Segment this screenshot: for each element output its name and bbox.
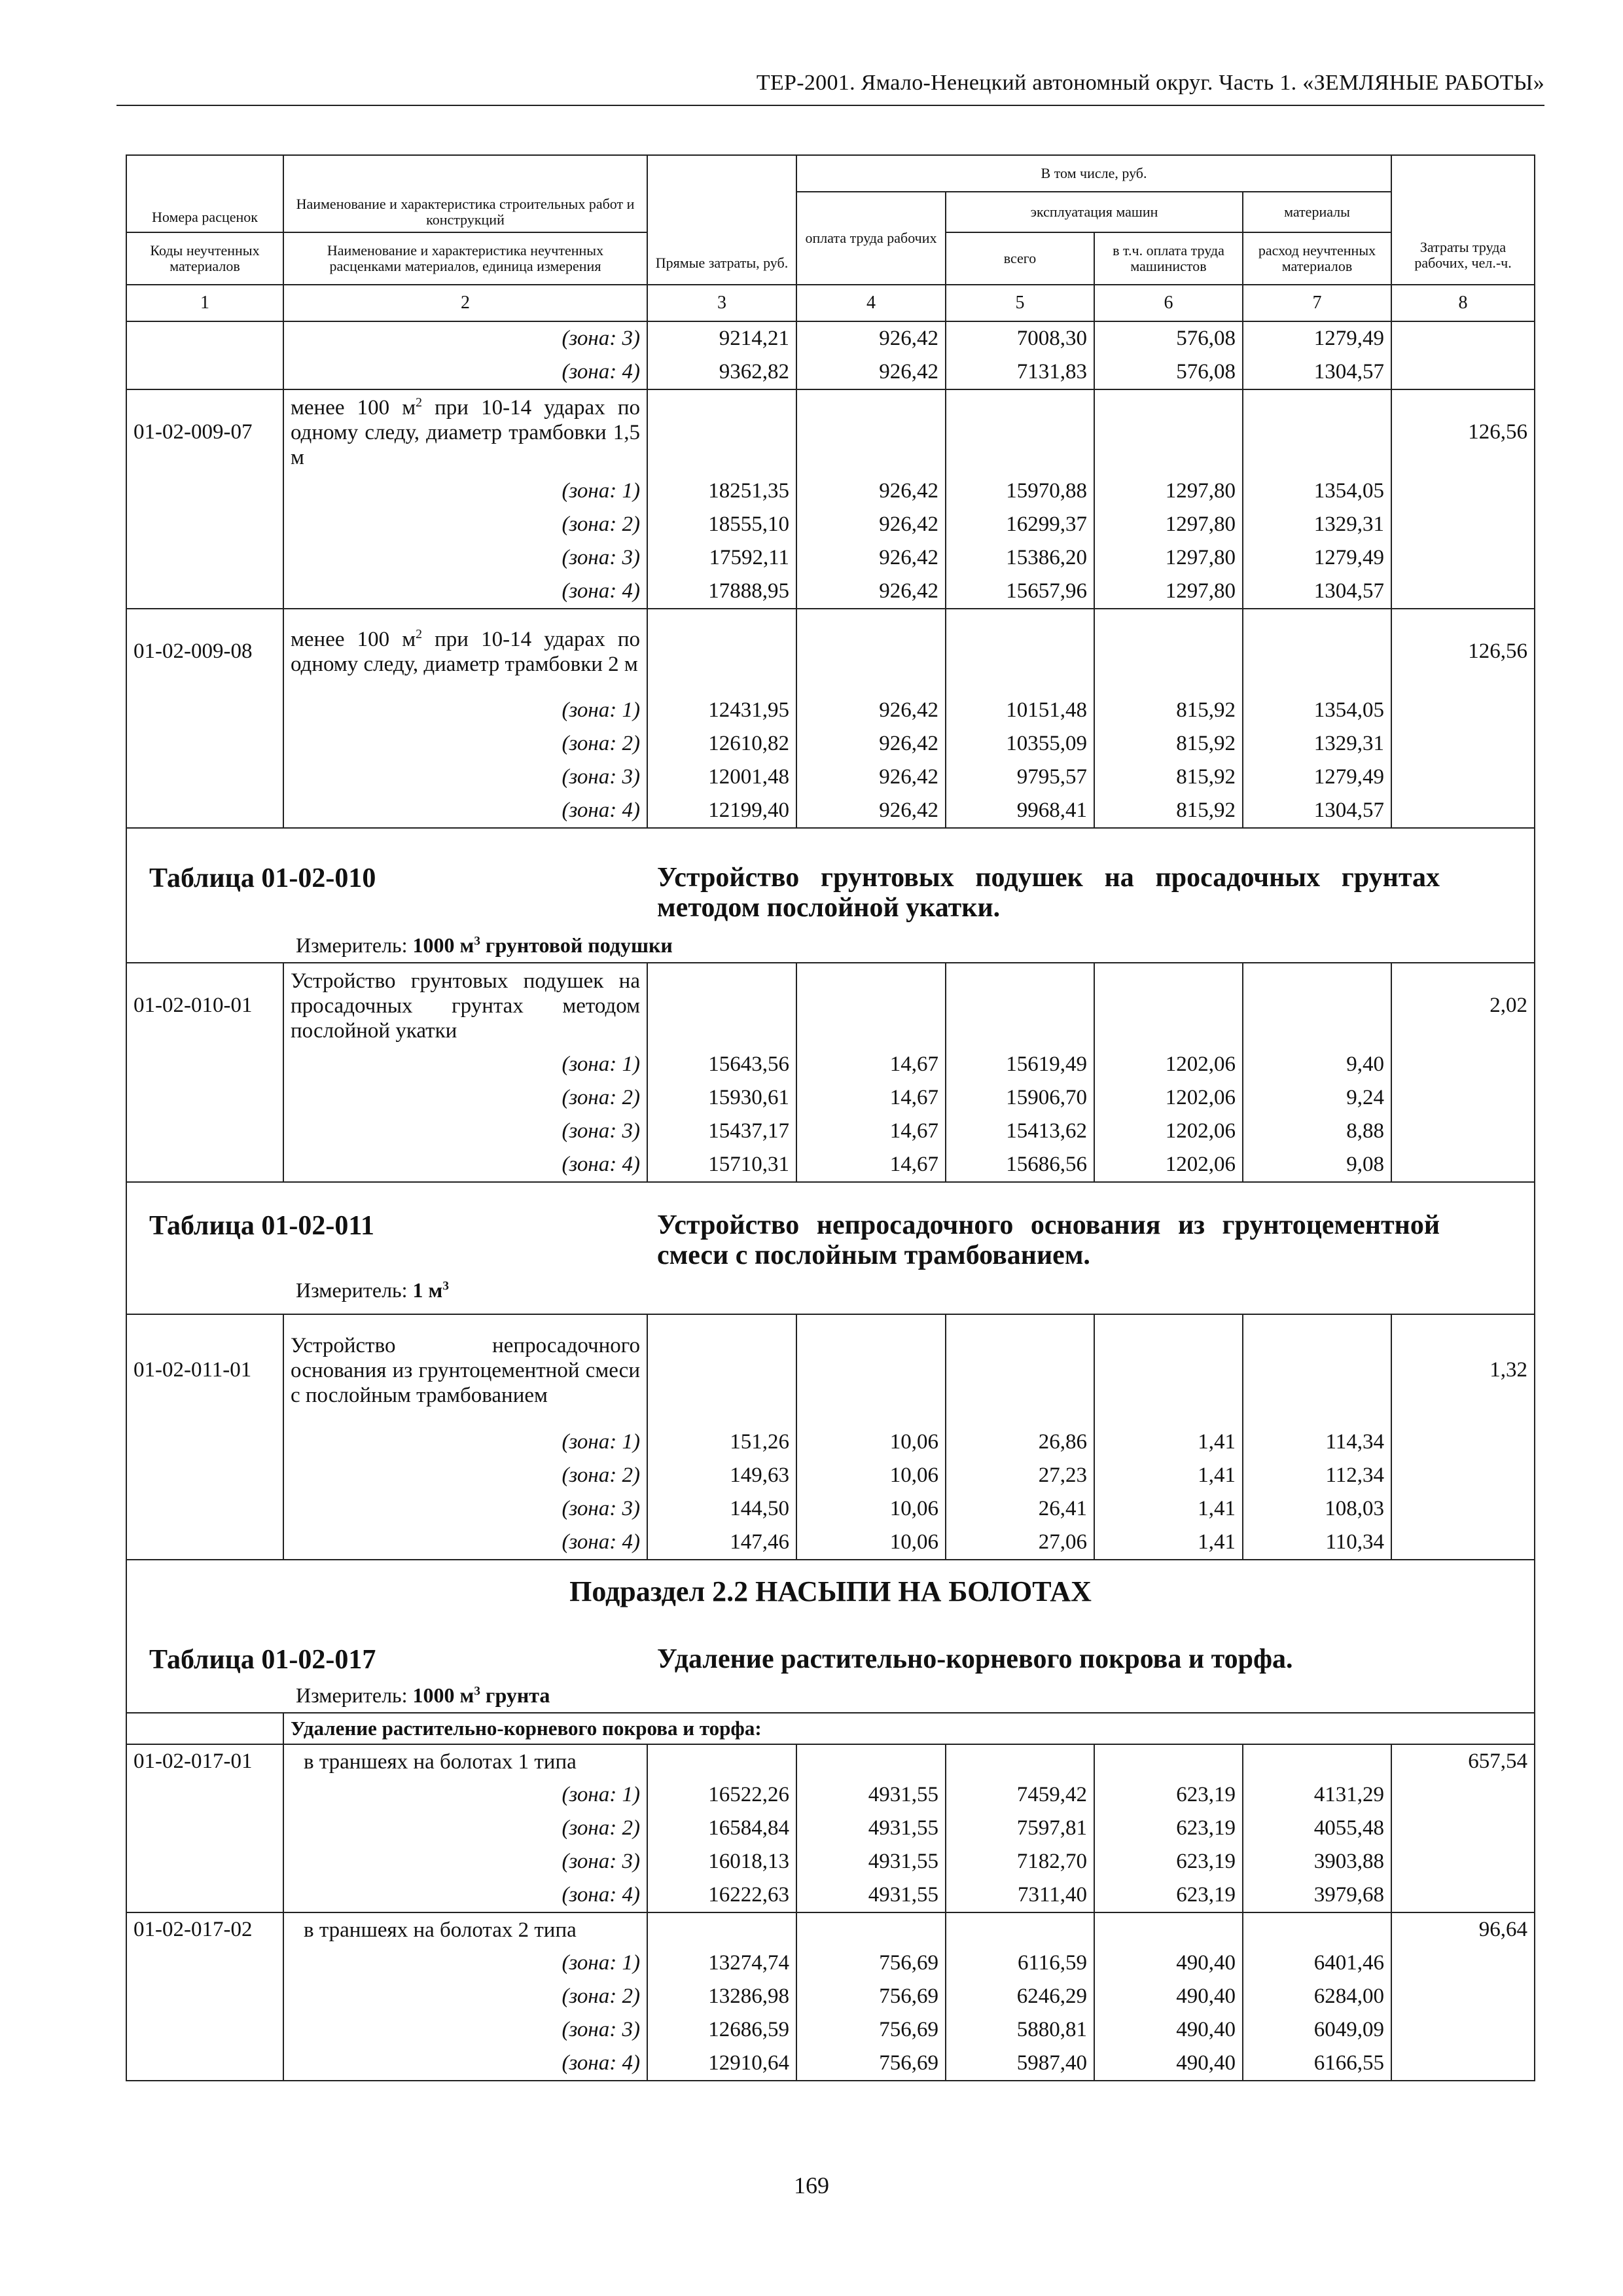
machinists-pay: 576,08 <box>1094 355 1243 389</box>
direct-costs: 9214,21 <box>647 321 796 355</box>
labor-pay: 10,06 <box>796 1526 946 1560</box>
zone-row <box>126 321 1535 355</box>
table-heading-row <box>126 1560 1535 1713</box>
zone-label: (зона: 4) <box>283 1878 647 1912</box>
labor-pay: 926,42 <box>796 541 946 575</box>
labor-pay: 926,42 <box>796 727 946 761</box>
machinists-pay: 490,40 <box>1094 1946 1243 1980</box>
labor-pay: 926,42 <box>796 694 946 727</box>
materials-cost: 9,08 <box>1243 1148 1391 1182</box>
zone-row <box>126 508 1535 541</box>
header-materials: материалы <box>1243 192 1391 232</box>
direct-costs: 144,50 <box>647 1492 796 1526</box>
materials-cost: 114,34 <box>1243 1426 1391 1459</box>
zone-row <box>126 694 1535 727</box>
machines-total: 16299,37 <box>946 508 1094 541</box>
zone-row <box>126 1526 1535 1560</box>
labor-pay: 926,42 <box>796 575 946 609</box>
rate-row <box>126 963 1535 1048</box>
header-labor-pay: оплата труда рабочих <box>796 192 946 285</box>
subsection-title: Подраздел 2.2 НАСЫПИ НА БОЛОТАХ <box>569 1575 1092 1607</box>
direct-costs: 18555,10 <box>647 508 796 541</box>
machines-total: 15619,49 <box>946 1048 1094 1081</box>
group-heading-row <box>126 1713 1535 1744</box>
machines-total: 5880,81 <box>946 2013 1094 2047</box>
materials-cost: 6284,00 <box>1243 1980 1391 2013</box>
zone-label: (зона: 1) <box>283 1426 647 1459</box>
header-material-name: Наименование и характеристика неучтенных расценками материалов, единица измерения <box>283 232 647 285</box>
zone-label: (зона: 3) <box>283 321 647 355</box>
zone-row <box>126 1845 1535 1878</box>
machinists-pay: 1202,06 <box>1094 1148 1243 1182</box>
machinists-pay: 623,19 <box>1094 1878 1243 1912</box>
rate-description: Устройство грунтовых подушек на просадочных грунтах методом послойной укатки <box>283 963 647 1048</box>
zone-label: (зона: 4) <box>283 575 647 609</box>
direct-costs: 12910,64 <box>647 2047 796 2081</box>
zone-label: (зона: 4) <box>283 1148 647 1182</box>
zone-row <box>126 541 1535 575</box>
machines-total: 9795,57 <box>946 761 1094 794</box>
direct-costs: 151,26 <box>647 1426 796 1459</box>
materials-cost: 6049,09 <box>1243 2013 1391 2047</box>
zone-label: (зона: 2) <box>283 727 647 761</box>
zone-row <box>126 1115 1535 1148</box>
table-heading-row <box>126 1182 1535 1314</box>
zone-row <box>126 794 1535 828</box>
header-rule <box>116 105 1544 106</box>
zone-label: (зона: 4) <box>283 355 647 389</box>
column-number: 5 <box>946 285 1094 321</box>
machinists-pay: 815,92 <box>1094 794 1243 828</box>
materials-cost: 1279,49 <box>1243 761 1391 794</box>
zone-label: (зона: 2) <box>283 1980 647 2013</box>
materials-cost: 9,40 <box>1243 1048 1391 1081</box>
materials-cost: 110,34 <box>1243 1526 1391 1560</box>
machines-total: 9968,41 <box>946 794 1094 828</box>
running-head: ТЕР-2001. Ямало-Ненецкий автономный округ. Часть 1. «ЗЕМЛЯНЫЕ РАБОТЫ» <box>756 71 1544 95</box>
labor-pay: 14,67 <box>796 1081 946 1115</box>
labor-pay: 4931,55 <box>796 1845 946 1878</box>
machines-total: 15657,96 <box>946 575 1094 609</box>
machines-total: 15686,56 <box>946 1148 1094 1182</box>
labor-pay: 4931,55 <box>796 1812 946 1845</box>
machinists-pay: 490,40 <box>1094 1980 1243 2013</box>
machines-total: 10151,48 <box>946 694 1094 727</box>
machinists-pay: 815,92 <box>1094 727 1243 761</box>
zone-label: (зона: 1) <box>283 475 647 508</box>
machinists-pay: 815,92 <box>1094 694 1243 727</box>
machines-total: 27,23 <box>946 1459 1094 1492</box>
table-header <box>126 155 1535 285</box>
rate-code: 01-02-011-01 <box>126 1314 283 1426</box>
labor-hours: 2,02 <box>1391 963 1535 1048</box>
materials-cost: 1329,31 <box>1243 727 1391 761</box>
column-number: 4 <box>796 285 946 321</box>
materials-cost: 8,88 <box>1243 1115 1391 1148</box>
header-machinists-pay: в т.ч. оплата труда машинистов <box>1094 232 1243 285</box>
direct-costs: 13286,98 <box>647 1980 796 2013</box>
materials-cost: 1329,31 <box>1243 508 1391 541</box>
direct-costs: 15930,61 <box>647 1081 796 1115</box>
rate-code: 01-02-009-08 <box>126 609 283 694</box>
rates-table <box>126 154 1535 2081</box>
machinists-pay: 1202,06 <box>1094 1081 1243 1115</box>
table-heading-row <box>126 828 1535 963</box>
zone-row <box>126 761 1535 794</box>
materials-cost: 1304,57 <box>1243 575 1391 609</box>
rate-description: менее 100 $м^2$ при 10-14 ударах по одному следу, диаметр трамбовки 2 м <box>283 609 647 694</box>
labor-hours: 126,56 <box>1391 389 1535 475</box>
rate-row <box>126 389 1535 475</box>
table-title: Устройство грунтовых подушек на просадочных грунтах методом послойной укатки. <box>657 863 1440 923</box>
unit-of-measure: Измеритель: 1000 $м^3$ грунта <box>296 1683 550 1707</box>
zone-label: (зона: 3) <box>283 2013 647 2047</box>
machines-total: 6246,29 <box>946 1980 1094 2013</box>
labor-pay: 756,69 <box>796 1946 946 1980</box>
machinists-pay: 1202,06 <box>1094 1115 1243 1148</box>
materials-cost: 108,03 <box>1243 1492 1391 1526</box>
zone-row <box>126 1148 1535 1182</box>
machines-total: 27,06 <box>946 1526 1094 1560</box>
rate-description: в траншеях на болотах 2 типа <box>283 1912 647 1946</box>
direct-costs: 16584,84 <box>647 1812 796 1845</box>
machines-total: 15970,88 <box>946 475 1094 508</box>
direct-costs: 13274,74 <box>647 1946 796 1980</box>
rate-code: 01-02-010-01 <box>126 963 283 1048</box>
header-material-codes: Коды неучтенных материалов <box>126 232 283 285</box>
table-label: Таблица 01-02-010 <box>149 863 376 893</box>
materials-cost: 1279,49 <box>1243 321 1391 355</box>
column-number: 2 <box>283 285 647 321</box>
machinists-pay: 576,08 <box>1094 321 1243 355</box>
zone-label: (зона: 3) <box>283 541 647 575</box>
materials-cost: 1354,05 <box>1243 475 1391 508</box>
direct-costs: 12199,40 <box>647 794 796 828</box>
machines-total: 7459,42 <box>946 1778 1094 1812</box>
zone-row <box>126 1812 1535 1845</box>
machinists-pay: 1,41 <box>1094 1492 1243 1526</box>
labor-hours: 1,32 <box>1391 1314 1535 1426</box>
machinists-pay: 490,40 <box>1094 2013 1243 2047</box>
machinists-pay: 815,92 <box>1094 761 1243 794</box>
zone-label: (зона: 4) <box>283 2047 647 2081</box>
rate-row <box>126 1744 1535 1778</box>
rate-row <box>126 609 1535 694</box>
direct-costs: 12431,95 <box>647 694 796 727</box>
zone-row <box>126 2013 1535 2047</box>
zone-row <box>126 475 1535 508</box>
labor-pay: 14,67 <box>796 1148 946 1182</box>
direct-costs: 17592,11 <box>647 541 796 575</box>
page-number: 169 <box>794 2172 829 2198</box>
labor-pay: 926,42 <box>796 321 946 355</box>
materials-cost: 1354,05 <box>1243 694 1391 727</box>
zone-label: (зона: 2) <box>283 1812 647 1845</box>
rate-row <box>126 1314 1535 1426</box>
machinists-pay: 1297,80 <box>1094 575 1243 609</box>
group-heading: Удаление растительно-корневого покрова и торфа: <box>283 1713 1535 1744</box>
labor-pay: 926,42 <box>796 475 946 508</box>
zone-row <box>126 1048 1535 1081</box>
direct-costs: 15643,56 <box>647 1048 796 1081</box>
machinists-pay: 1,41 <box>1094 1459 1243 1492</box>
rate-description: менее 100 $м^2$ при 10-14 ударах по одному следу, диаметр трамбовки 1,5 м <box>283 389 647 475</box>
zone-label: (зона: 1) <box>283 1048 647 1081</box>
column-number: 3 <box>647 285 796 321</box>
machines-total: 26,41 <box>946 1492 1094 1526</box>
machinists-pay: 1297,80 <box>1094 541 1243 575</box>
header-including: В том числе, руб. <box>796 155 1391 192</box>
materials-cost: 1304,57 <box>1243 355 1391 389</box>
zone-label: (зона: 1) <box>283 694 647 727</box>
zone-label: (зона: 4) <box>283 1526 647 1560</box>
labor-hours: 126,56 <box>1391 609 1535 694</box>
direct-costs: 15437,17 <box>647 1115 796 1148</box>
machinists-pay: 623,19 <box>1094 1812 1243 1845</box>
labor-pay: 10,06 <box>796 1459 946 1492</box>
zone-label: (зона: 2) <box>283 1081 647 1115</box>
rate-description: в траншеях на болотах 1 типа <box>283 1744 647 1778</box>
rate-row <box>126 1912 1535 1946</box>
machines-total: 7311,40 <box>946 1878 1094 1912</box>
header-machines-total: всего <box>946 232 1094 285</box>
labor-pay: 4931,55 <box>796 1878 946 1912</box>
zone-label: (зона: 1) <box>283 1778 647 1812</box>
unit-of-measure: Измеритель: 1 $м^3$ <box>296 1278 449 1302</box>
direct-costs: 9362,82 <box>647 355 796 389</box>
unit-of-measure: Измеритель: 1000 $м^3$ грунтовой подушки <box>296 933 673 957</box>
rate-description: Устройство непросадочного основания из грунтоцементной смеси с послойным трамбованием <box>283 1314 647 1426</box>
header-machines: эксплуатация машин <box>946 192 1243 232</box>
machines-total: 15386,20 <box>946 541 1094 575</box>
labor-hours: 96,64 <box>1391 1912 1535 1946</box>
direct-costs: 17888,95 <box>647 575 796 609</box>
machinists-pay: 1,41 <box>1094 1426 1243 1459</box>
direct-costs: 12686,59 <box>647 2013 796 2047</box>
labor-pay: 926,42 <box>796 355 946 389</box>
machines-total: 7008,30 <box>946 321 1094 355</box>
machines-total: 15906,70 <box>946 1081 1094 1115</box>
machines-total: 7597,81 <box>946 1812 1094 1845</box>
zone-row <box>126 1980 1535 2013</box>
table-label: Таблица 01-02-017 <box>149 1645 376 1675</box>
direct-costs: 16222,63 <box>647 1878 796 1912</box>
column-numbers-row <box>126 285 1535 321</box>
materials-cost: 4055,48 <box>1243 1812 1391 1845</box>
labor-pay: 14,67 <box>796 1115 946 1148</box>
header-labor-hours: Затраты труда рабочих, чел.-ч. <box>1391 155 1535 285</box>
zone-label: (зона: 3) <box>283 761 647 794</box>
materials-cost: 6166,55 <box>1243 2047 1391 2081</box>
zone-row <box>126 1946 1535 1980</box>
zone-row <box>126 1426 1535 1459</box>
rate-code: 01-02-017-01 <box>126 1744 283 1778</box>
labor-pay: 4931,55 <box>796 1778 946 1812</box>
zone-row <box>126 1081 1535 1115</box>
header-rate-number: Номера расценок <box>126 155 283 232</box>
materials-cost: 1304,57 <box>1243 794 1391 828</box>
header-materials-consumption: расход неучтенных материалов <box>1243 232 1391 285</box>
rate-code: 01-02-017-02 <box>126 1912 283 1946</box>
machines-total: 10355,09 <box>946 727 1094 761</box>
machinists-pay: 1202,06 <box>1094 1048 1243 1081</box>
header-work-name: Наименование и характеристика строительных работ и конструкций <box>283 155 647 232</box>
labor-pay: 10,06 <box>796 1492 946 1526</box>
table-label: Таблица 01-02-011 <box>149 1211 375 1241</box>
machinists-pay: 623,19 <box>1094 1778 1243 1812</box>
zone-row <box>126 1878 1535 1912</box>
zone-label: (зона: 3) <box>283 1115 647 1148</box>
labor-pay: 10,06 <box>796 1426 946 1459</box>
labor-pay: 14,67 <box>796 1048 946 1081</box>
direct-costs: 12001,48 <box>647 761 796 794</box>
machinists-pay: 623,19 <box>1094 1845 1243 1878</box>
rate-code: 01-02-009-07 <box>126 389 283 475</box>
machinists-pay: 490,40 <box>1094 2047 1243 2081</box>
column-number: 6 <box>1094 285 1243 321</box>
labor-hours: 657,54 <box>1391 1744 1535 1778</box>
labor-pay: 756,69 <box>796 2013 946 2047</box>
column-number: 7 <box>1243 285 1391 321</box>
materials-cost: 1279,49 <box>1243 541 1391 575</box>
direct-costs: 149,63 <box>647 1459 796 1492</box>
header-direct-costs: Прямые затраты, руб. <box>647 155 796 285</box>
machines-total: 7182,70 <box>946 1845 1094 1878</box>
direct-costs: 12610,82 <box>647 727 796 761</box>
direct-costs: 16522,26 <box>647 1778 796 1812</box>
materials-cost: 3979,68 <box>1243 1878 1391 1912</box>
machines-total: 5987,40 <box>946 2047 1094 2081</box>
zone-label: (зона: 2) <box>283 1459 647 1492</box>
direct-costs: 18251,35 <box>647 475 796 508</box>
machines-total: 7131,83 <box>946 355 1094 389</box>
machinists-pay: 1297,80 <box>1094 508 1243 541</box>
zone-label: (зона: 4) <box>283 794 647 828</box>
zone-row <box>126 575 1535 609</box>
zone-row <box>126 1459 1535 1492</box>
machines-total: 26,86 <box>946 1426 1094 1459</box>
column-number: 1 <box>126 285 283 321</box>
zone-row <box>126 1778 1535 1812</box>
zone-row <box>126 1492 1535 1526</box>
zone-label: (зона: 2) <box>283 508 647 541</box>
machinists-pay: 1297,80 <box>1094 475 1243 508</box>
table-title: Удаление растительно-корневого покрова и торфа. <box>657 1644 1293 1674</box>
materials-cost: 3903,88 <box>1243 1845 1391 1878</box>
column-number: 8 <box>1391 285 1535 321</box>
direct-costs: 147,46 <box>647 1526 796 1560</box>
zone-row <box>126 727 1535 761</box>
labor-pay: 756,69 <box>796 2047 946 2081</box>
direct-costs: 16018,13 <box>647 1845 796 1878</box>
materials-cost: 4131,29 <box>1243 1778 1391 1812</box>
materials-cost: 6401,46 <box>1243 1946 1391 1980</box>
zone-label: (зона: 1) <box>283 1946 647 1980</box>
zone-label: (зона: 3) <box>283 1845 647 1878</box>
zone-row <box>126 355 1535 389</box>
machinists-pay: 1,41 <box>1094 1526 1243 1560</box>
materials-cost: 112,34 <box>1243 1459 1391 1492</box>
direct-costs: 15710,31 <box>647 1148 796 1182</box>
zone-row <box>126 2047 1535 2081</box>
machines-total: 6116,59 <box>946 1946 1094 1980</box>
materials-cost: 9,24 <box>1243 1081 1391 1115</box>
labor-pay: 926,42 <box>796 794 946 828</box>
table-title: Устройство непросадочного основания из грунтоцементной смеси с послойным трамбованием. <box>657 1210 1440 1270</box>
labor-pay: 926,42 <box>796 508 946 541</box>
machines-total: 15413,62 <box>946 1115 1094 1148</box>
zone-label: (зона: 3) <box>283 1492 647 1526</box>
labor-pay: 756,69 <box>796 1980 946 2013</box>
labor-pay: 926,42 <box>796 761 946 794</box>
